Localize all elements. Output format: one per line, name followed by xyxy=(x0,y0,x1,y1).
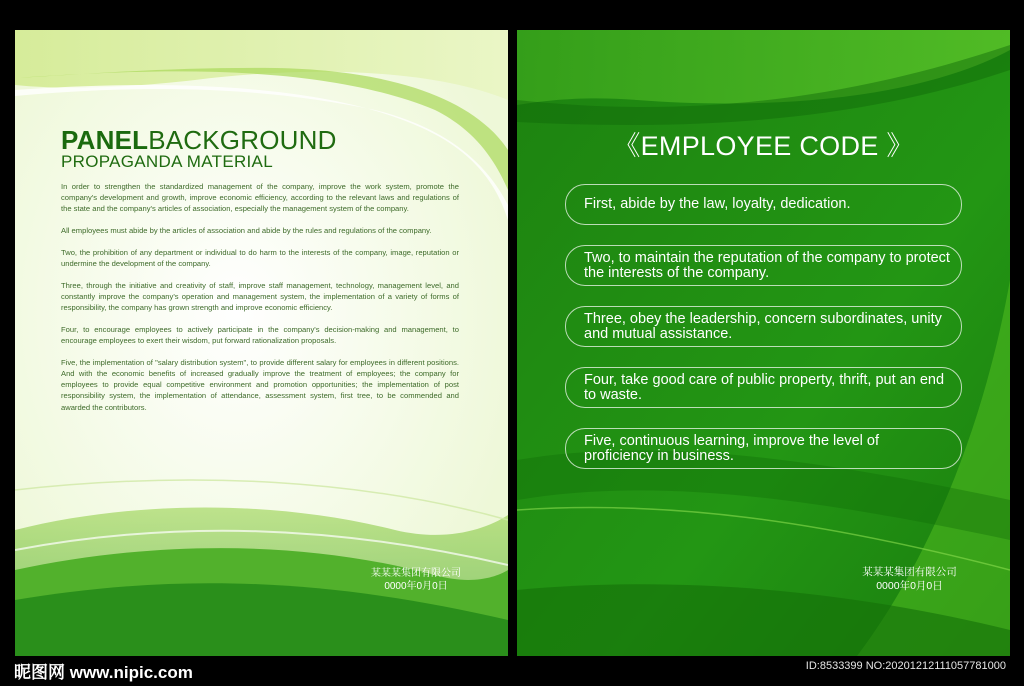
right-panel xyxy=(517,30,1010,656)
code-item-text: First, abide by the law, loyalty, dedication. xyxy=(584,196,851,212)
watermark-logo: 昵图网 www.nipic.com xyxy=(14,663,193,682)
body-text xyxy=(61,181,459,423)
company-name: 某某某集团有限公司 xyxy=(862,566,957,578)
paragraph: Two, the prohibition of any department or individual to do harm to the interests of the company, image, reputation or undermine the development of the company. xyxy=(61,247,459,269)
company-name: 某某某集团有限公司 xyxy=(371,568,461,579)
code-item-text: Five, continuous learning, improve the level of proficiency in business. xyxy=(584,432,879,464)
left-panel xyxy=(15,30,508,656)
code-item-text: Three, obey the leadership, concern subordinates, unity and mutual assistance. xyxy=(584,310,942,342)
title-bold-part: PANEL xyxy=(61,125,149,155)
code-item-2 xyxy=(565,245,962,286)
watermark-id: ID:8533399 NO:20201212111057781000 xyxy=(805,660,1006,672)
employee-code-title: 《EMPLOYEE CODE 》 xyxy=(613,131,914,161)
paragraph: In order to strengthen the standardized management of the company, improve the work system, promote the company's development and growth, improve economic efficiency, according to the relevant laws and regulations of the state and the company's articles of association, especially the management system of the company. xyxy=(61,182,459,214)
right-footer xyxy=(842,566,977,593)
date: 0000年0月0日 xyxy=(384,581,448,592)
left-footer xyxy=(361,567,471,593)
paragraph: Four, to encourage employees to actively participate in the company's decision-making and management, to encourage employees to exert their wisdom, put forward rationalization proposals. xyxy=(61,324,459,346)
paragraph: Five, the implementation of "salary distribution system", to provide different salary for employees in different positions. And with the economic benefits of increased gradually improve the treatment of employees; the company for employees to provide equal competitive environment and promotion opportunities; the implementation of post responsibility system, the implementation of attendance, assessment system, first tree, to be commended and awarded the contributors. xyxy=(61,357,459,412)
panel-subtitle: PROPAGANDA MATERIAL xyxy=(61,152,273,171)
code-item-4 xyxy=(565,367,962,408)
code-item-1 xyxy=(565,184,962,225)
code-item-text: Two, to maintain the reputation of the company to protect the interests of the company. xyxy=(584,249,950,281)
code-item-3 xyxy=(565,306,962,347)
paragraph: All employees must abide by the articles of association and abide by the rules and regulations of the company. xyxy=(61,226,432,236)
date: 0000年0月0日 xyxy=(876,579,943,592)
code-item-5 xyxy=(565,428,962,469)
paragraph: Three, through the initiative and creativity of staff, improve staff management, technology, management level, and constantly improve the company's operation and management system, the implementation of a variety of forms of responsibility, the company has grown strength and improve economic efficiency. xyxy=(61,280,459,313)
title-light-part: BACKGROUND xyxy=(148,125,337,155)
code-item-text: Four, take good care of public property, thrift, put an end to waste. xyxy=(584,371,945,403)
